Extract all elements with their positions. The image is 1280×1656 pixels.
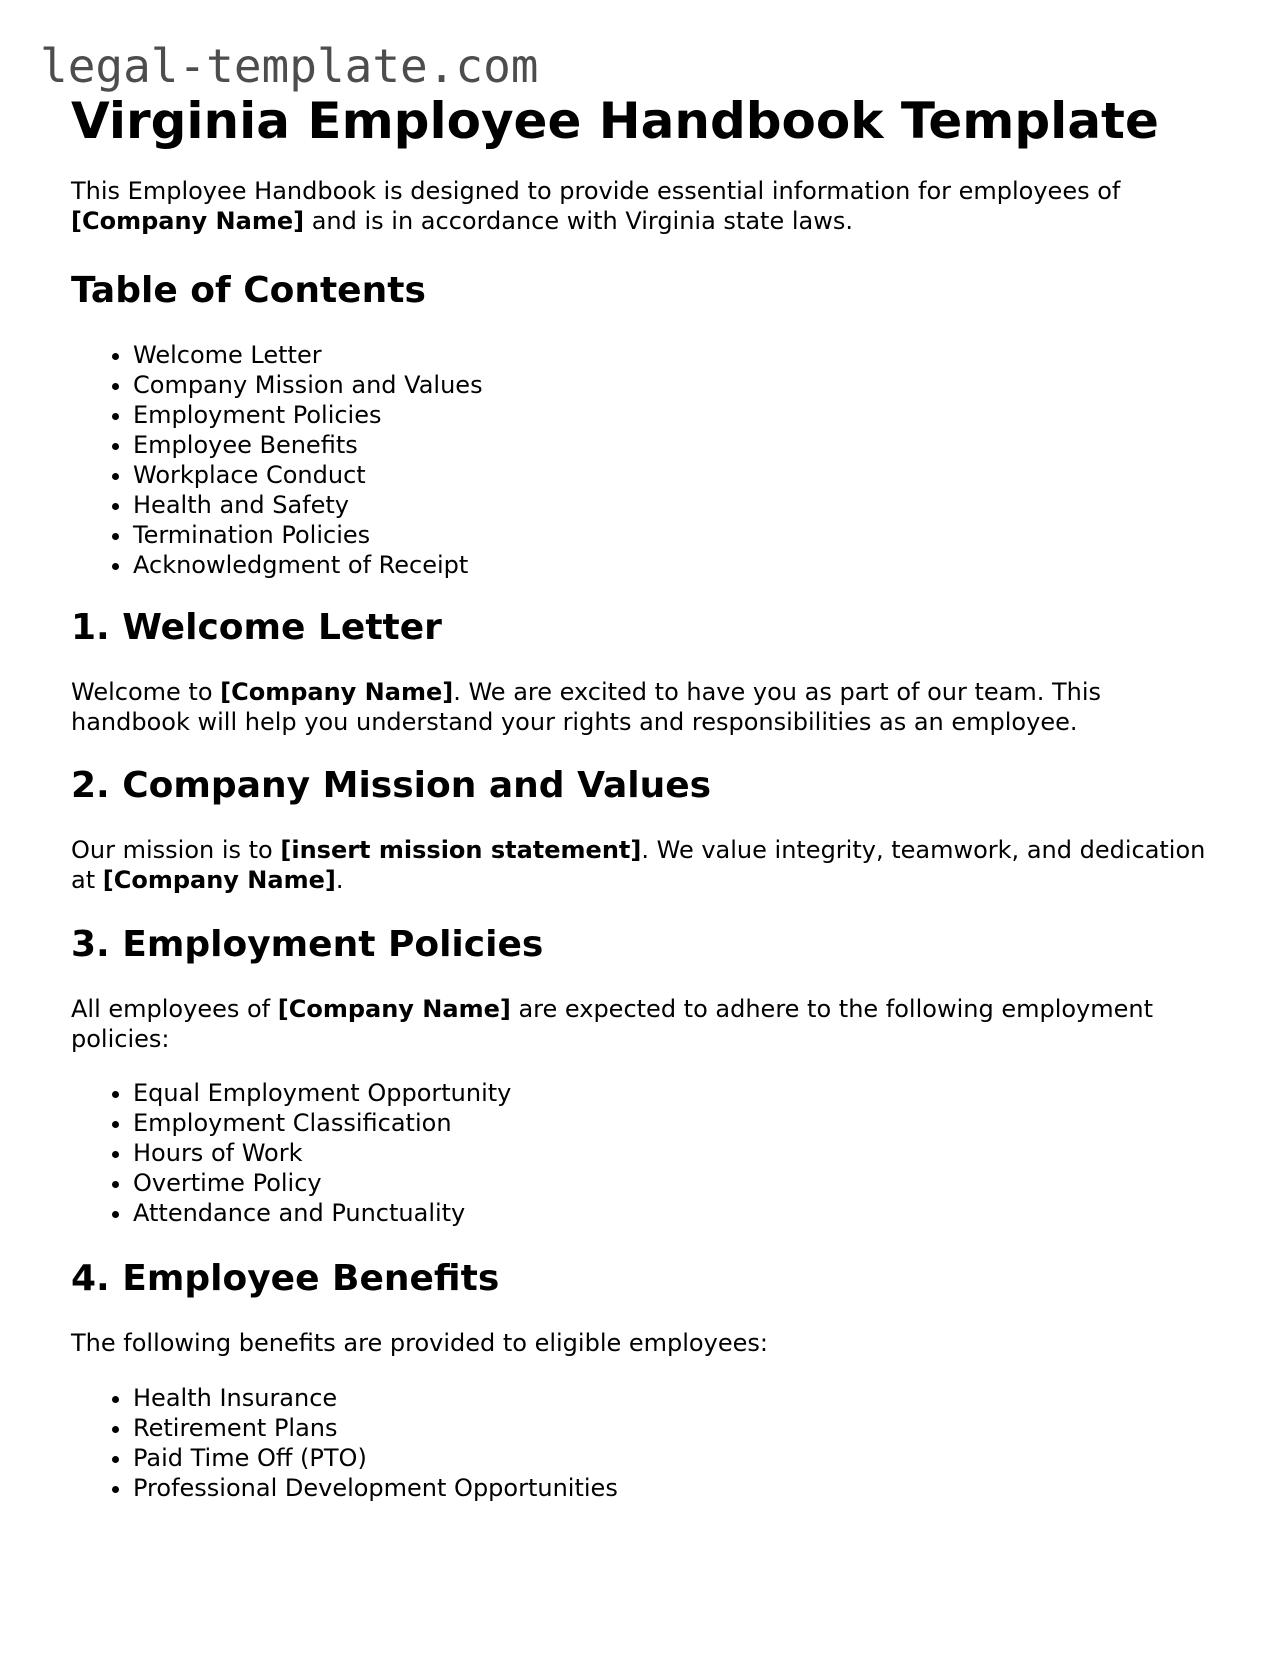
section-heading-employment-policies: 3. Employment Policies bbox=[71, 924, 544, 965]
document-title: Virginia Employee Handbook Template bbox=[71, 92, 1159, 150]
toc-item: • Welcome Letter bbox=[133, 340, 1221, 370]
toc-list bbox=[71, 340, 1221, 580]
toc-item: • Employment Policies bbox=[133, 400, 1221, 430]
policy-item: • Overtime Policy bbox=[133, 1168, 1221, 1198]
document-page bbox=[71, 86, 1221, 1503]
company-name-placeholder: [Company Name] bbox=[102, 866, 336, 894]
policies-paragraph bbox=[71, 994, 1221, 1054]
intro-paragraph bbox=[71, 176, 1221, 236]
benefit-item: • Retirement Plans bbox=[133, 1413, 1221, 1443]
company-name-placeholder: [Company Name] bbox=[277, 995, 511, 1023]
mission-text-middle: . We value integrity, teamwork, and dedication at bbox=[71, 836, 1206, 894]
toc-item: • Employee Benefits bbox=[133, 430, 1221, 460]
policy-item: • Attendance and Punctuality bbox=[133, 1198, 1221, 1228]
toc-item: • Company Mission and Values bbox=[133, 370, 1221, 400]
benefit-item: • Health Insurance bbox=[133, 1383, 1221, 1413]
company-name-placeholder: [Company Name] bbox=[220, 678, 454, 706]
toc-item: • Workplace Conduct bbox=[133, 460, 1221, 490]
policies-text-after: are expected to adhere to the following employment policies: bbox=[71, 995, 1154, 1053]
section-heading-mission-values: 2. Company Mission and Values bbox=[71, 765, 712, 806]
intro-text-before: This Employee Handbook is designed to provide essential information for employees of bbox=[71, 177, 1121, 205]
benefits-list bbox=[71, 1383, 1221, 1503]
benefit-item: • Paid Time Off (PTO) bbox=[133, 1443, 1221, 1473]
policy-item: • Equal Employment Opportunity bbox=[133, 1078, 1221, 1108]
section-heading-employee-benefits: 4. Employee Benefits bbox=[71, 1258, 500, 1299]
toc-item: • Health and Safety bbox=[133, 490, 1221, 520]
toc-item: • Acknowledgment of Receipt bbox=[133, 550, 1221, 580]
mission-statement-placeholder: [insert mission statement] bbox=[280, 836, 642, 864]
welcome-text-after: . We are excited to have you as part of our team. This handbook will help you understand your rights and responsibilities as an employee. bbox=[71, 678, 1102, 736]
section-heading-welcome-letter: 1. Welcome Letter bbox=[71, 607, 442, 648]
welcome-paragraph bbox=[71, 677, 1221, 737]
welcome-text-before: Welcome to bbox=[71, 678, 221, 706]
policy-item: • Hours of Work bbox=[133, 1138, 1221, 1168]
policy-item: • Employment Classification bbox=[133, 1108, 1221, 1138]
policies-list bbox=[71, 1078, 1221, 1228]
intro-text-after: and is in accordance with Virginia state laws. bbox=[304, 207, 853, 235]
benefit-item: • Professional Development Opportunities bbox=[133, 1473, 1221, 1503]
toc-item: • Termination Policies bbox=[133, 520, 1221, 550]
benefits-paragraph: The following benefits are provided to eligible employees: bbox=[71, 1329, 768, 1357]
mission-text-after: . bbox=[335, 866, 344, 894]
policies-text-before: All employees of bbox=[71, 995, 278, 1023]
company-name-placeholder: [Company Name] bbox=[71, 207, 305, 235]
mission-paragraph bbox=[71, 835, 1221, 895]
toc-heading: Table of Contents bbox=[71, 270, 426, 311]
site-watermark: legal-template.com bbox=[40, 39, 539, 93]
mission-text-before: Our mission is to bbox=[71, 836, 281, 864]
